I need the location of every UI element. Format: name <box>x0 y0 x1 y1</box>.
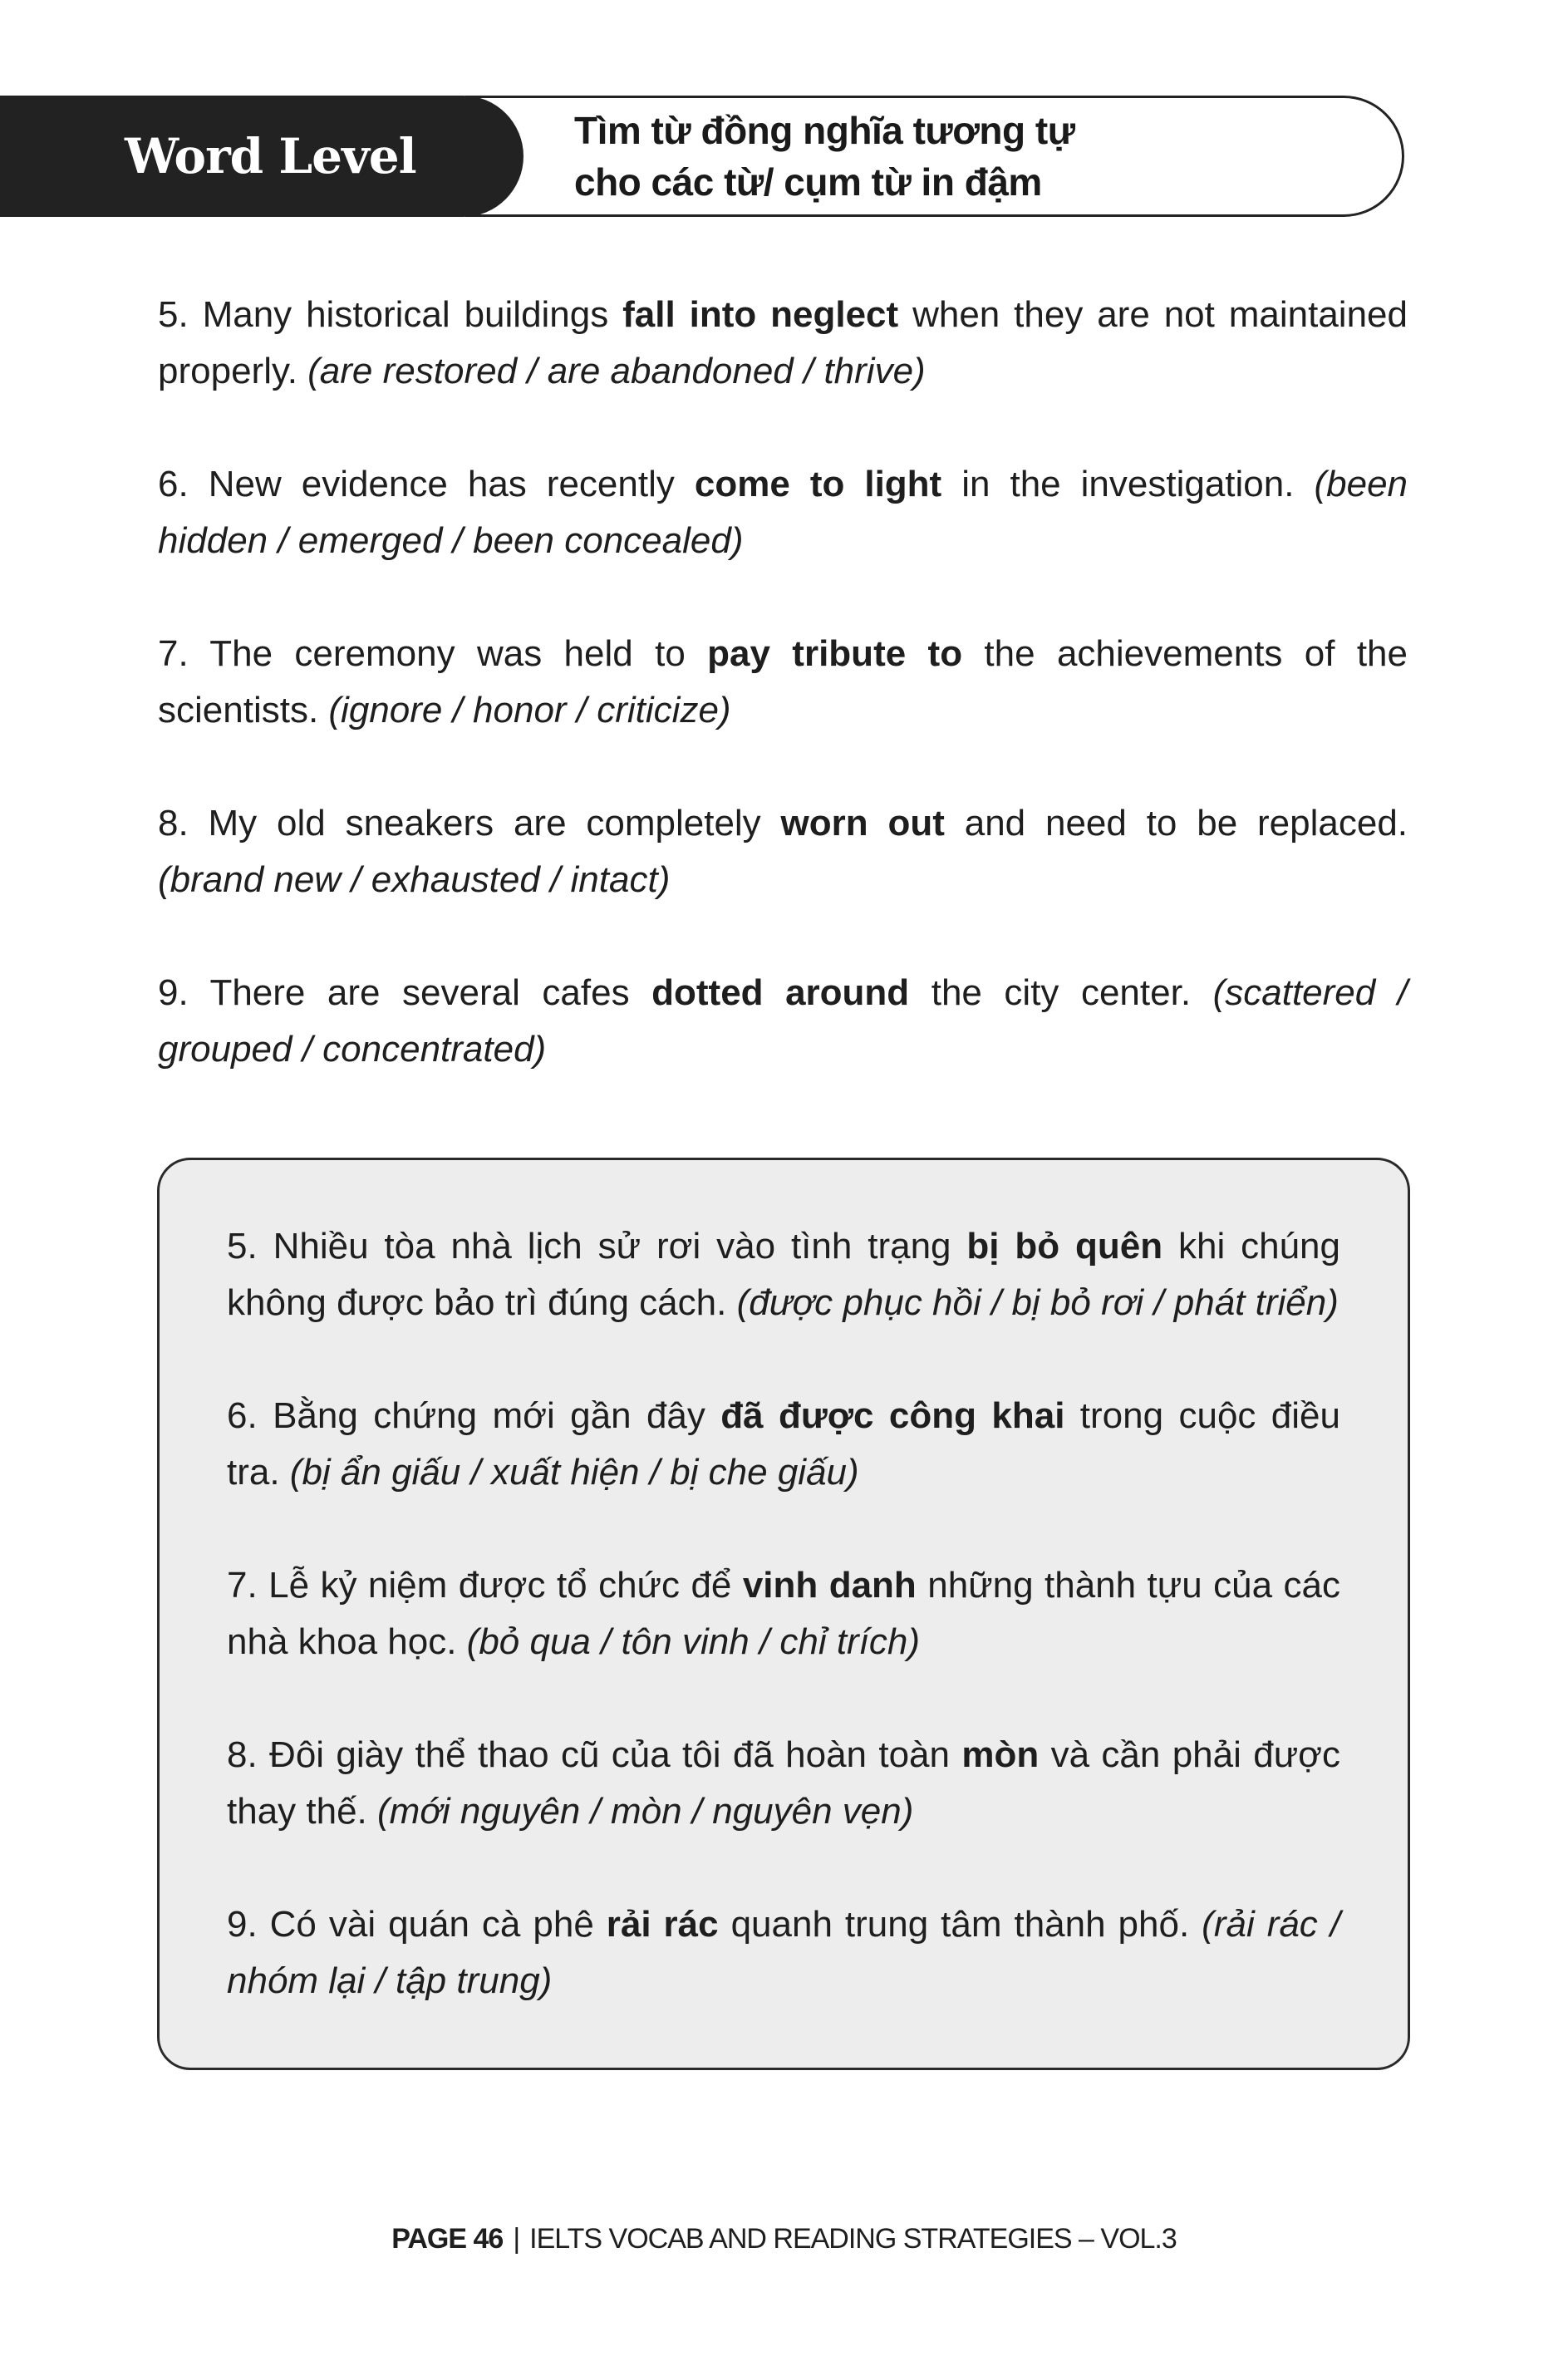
bold-phrase: mòn <box>961 1734 1040 1775</box>
page-number: PAGE 46 <box>391 2223 504 2255</box>
question-item <box>158 626 1408 739</box>
answer-options: (được phục hồi / bị bỏ rơi / phát triển) <box>736 1282 1339 1323</box>
bold-phrase: dotted around <box>651 972 910 1013</box>
instruction-banner <box>465 96 1404 217</box>
answer-options: (ignore / honor / criticize) <box>328 690 731 730</box>
question-text: the city center. <box>909 972 1213 1013</box>
english-question-list <box>158 287 1408 1134</box>
section-title: Word Level <box>125 128 416 184</box>
question-text: when they are not maintained properly. <box>158 294 1408 391</box>
answer-options: (rải rác / nhóm lại / tập trung) <box>227 1904 1341 2001</box>
question-text: 8. My old sneakers are completely <box>158 803 781 844</box>
answer-options: (bỏ qua / tôn vinh / chỉ trích) <box>466 1621 921 1662</box>
translation-box <box>157 1158 1410 2070</box>
translation-item <box>227 1896 1340 2009</box>
question-item <box>158 795 1408 908</box>
header-tab <box>0 96 523 217</box>
bold-phrase: pay tribute to <box>707 633 963 674</box>
translation-item <box>227 1218 1340 1331</box>
answer-options: (brand new / exhausted / intact) <box>158 859 671 900</box>
question-text: and need to be replaced. <box>944 803 1408 844</box>
translation-text: những thành tựu của các nhà khoa học. <box>227 1565 1340 1662</box>
answer-options: (mới nguyên / mòn / nguyên vẹn) <box>377 1791 914 1832</box>
question-text: in the investigation. <box>941 464 1315 504</box>
question-text: 6. New evidence has recently <box>158 464 695 504</box>
question-text: 7. The ceremony was held to <box>158 633 708 674</box>
bold-phrase: come to light <box>694 464 942 504</box>
question-text: the achievements of the scientists. <box>158 633 1408 730</box>
vietnamese-question-list <box>227 1218 1340 2066</box>
bold-phrase: vinh danh <box>742 1565 917 1606</box>
translation-text: và cần phải được thay thế. <box>227 1734 1340 1832</box>
translation-item <box>227 1388 1340 1501</box>
bold-phrase: worn out <box>780 803 945 844</box>
book-title: IELTS VOCAB AND READING STRATEGIES – VOL.3 <box>529 2223 1177 2255</box>
translation-text: 7. Lễ kỷ niệm được tổ chức để <box>227 1565 743 1606</box>
question-item <box>158 456 1408 569</box>
translation-text: 8. Đôi giày thể thao cũ của tôi đã hoàn toàn <box>227 1734 962 1775</box>
translation-text: 6. Bằng chứng mới gần đây <box>227 1395 721 1436</box>
bold-phrase: đã được công khai <box>720 1395 1065 1436</box>
answer-options: (been hidden / emerged / been concealed) <box>158 464 1408 561</box>
translation-item <box>227 1727 1340 1840</box>
question-text: 5. Many historical buildings <box>158 294 623 335</box>
translation-text: 5. Nhiều tòa nhà lịch sử rơi vào tình trạng <box>227 1226 967 1267</box>
question-item <box>158 287 1408 400</box>
translation-text: 9. Có vài quán cà phê <box>227 1904 607 1945</box>
bold-phrase: rải rác <box>606 1904 719 1945</box>
instruction-line-1: Tìm từ đồng nghĩa tương tự <box>574 109 1075 152</box>
footer-separator: | <box>513 2223 520 2255</box>
translation-text: khi chúng không được bảo trì đúng cách. <box>227 1226 1340 1323</box>
bold-phrase: fall into neglect <box>622 294 899 335</box>
page-footer <box>0 2223 1568 2255</box>
answer-options: (are restored / are abandoned / thrive) <box>307 351 926 391</box>
translation-text: quanh trung tâm thành phố. <box>718 1904 1202 1945</box>
answer-options: (bị ẩn giấu / xuất hiện / bị che giấu) <box>289 1452 859 1493</box>
translation-item <box>227 1557 1340 1670</box>
bold-phrase: bị bỏ quên <box>966 1226 1163 1267</box>
translation-text: trong cuộc điều tra. <box>227 1395 1340 1493</box>
answer-options: (scattered / grouped / concentrated) <box>158 972 1408 1070</box>
instruction-line-2: cho các từ/ cụm từ in đậm <box>574 160 1042 204</box>
question-text: 9. There are several cafes <box>158 972 652 1013</box>
question-item <box>158 965 1408 1078</box>
